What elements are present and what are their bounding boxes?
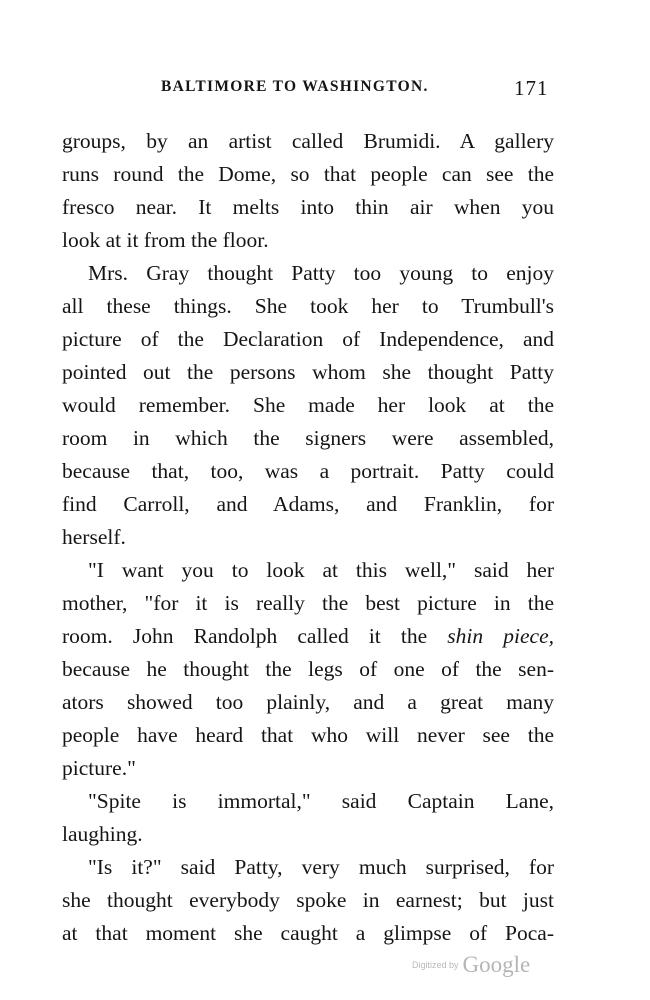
text-line: ators showed too plainly, and a great many (62, 690, 554, 714)
text-line: mother, "for it is really the best picture in the (62, 591, 554, 615)
page-number: 171 (514, 76, 549, 100)
text-line: she thought everybody spoke in earnest; but just (62, 888, 554, 912)
text-line: all these things. She took her to Trumbull's (62, 294, 554, 318)
text-line: herself. (62, 525, 126, 549)
text-line-with-italic (62, 623, 554, 650)
text-line: pointed out the persons whom she thought Patty (62, 360, 554, 384)
text-line: groups, by an artist called Brumidi. A gallery (62, 129, 554, 153)
text-line: fresco near. It melts into thin air when you (62, 195, 554, 219)
italic-phrase: shin piece, (447, 624, 554, 648)
text-line: laughing. (62, 822, 143, 846)
text-line: people have heard that who will never see the (62, 723, 554, 747)
paragraph-first-line: "Spite is immortal," said Captain Lane, (88, 789, 554, 813)
text-line: find Carroll, and Adams, and Franklin, for (62, 492, 554, 516)
running-head: BALTIMORE TO WASHINGTON. (161, 78, 429, 95)
text-segment: room. John Randolph called it the (62, 624, 448, 648)
text-line: would remember. She made her look at the (62, 393, 554, 417)
paragraph-first-line: "Is it?" said Patty, very much surprised, for (88, 855, 554, 879)
text-line: look at it from the floor. (62, 228, 269, 252)
digitized-watermark (412, 952, 530, 978)
paragraph-first-line: "I want you to look at this well," said her (88, 558, 554, 582)
google-logo: Google (462, 952, 531, 977)
paragraph-first-line: Mrs. Gray thought Patty too young to enjoy (88, 261, 554, 285)
text-line: picture of the Declaration of Independence, and (62, 327, 554, 351)
watermark-prefix: Digitized by (412, 960, 459, 970)
text-line: picture." (62, 756, 136, 780)
text-line: because he thought the legs of one of the sen- (62, 657, 554, 681)
text-line: at that moment she caught a glimpse of Poca- (62, 921, 554, 945)
text-line: because that, too, was a portrait. Patty could (62, 459, 554, 483)
page-header (0, 76, 650, 106)
text-line: room in which the signers were assembled, (62, 426, 554, 450)
text-line: runs round the Dome, so that people can see the (62, 162, 554, 186)
